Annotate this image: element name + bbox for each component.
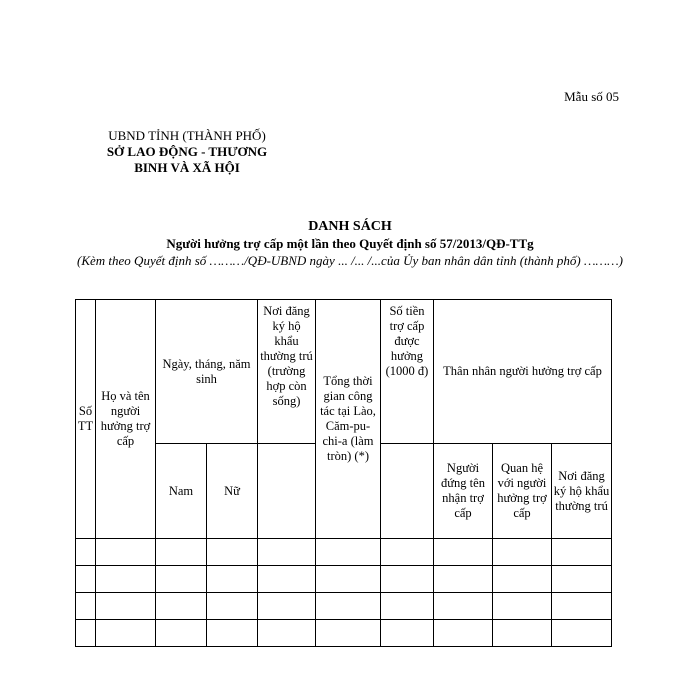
table-cell: [381, 593, 434, 620]
table-cell: [76, 593, 96, 620]
table-cell: [381, 566, 434, 593]
header-stt: Số TT: [76, 300, 96, 539]
header-residence: Nơi đăng ký hộ khẩu thường trú (trường hợp còn sống): [258, 300, 316, 444]
header-dob-female: Nữ: [207, 444, 258, 539]
issuing-agency: [82, 128, 292, 176]
header-relatives: Thân nhân người hưởng trợ cấp: [434, 300, 612, 444]
header-rel-residence: Nơi đăng ký hộ khẩu thường trú: [552, 444, 612, 539]
table-cell: [493, 620, 552, 647]
table-cell: [552, 566, 612, 593]
table-cell: [207, 620, 258, 647]
form-code: Mẫu số 05: [564, 89, 619, 104]
table-cell: [76, 566, 96, 593]
table-cell: [96, 566, 156, 593]
agency-line-3: BINH VÀ XÃ HỘI: [134, 160, 240, 175]
header-rel-receiver: Người đứng tên nhận trợ cấp: [434, 444, 493, 539]
table-cell: [96, 539, 156, 566]
table-cell: [493, 566, 552, 593]
table-cell: [258, 620, 316, 647]
header-dob: Ngày, tháng, năm sinh: [156, 300, 258, 444]
header-residence-blank: [258, 444, 316, 539]
recipient-list-table: [75, 299, 612, 647]
table-cell: [552, 593, 612, 620]
table-cell: [258, 539, 316, 566]
table-cell: [434, 539, 493, 566]
table-cell: [434, 566, 493, 593]
table-cell: [381, 539, 434, 566]
header-dob-male: Nam: [156, 444, 207, 539]
document-note: (Kèm theo Quyết định số ………/QĐ-UBND ngày ... /... /...của Ủy ban nhân dân tỉnh (thành phố) ………): [77, 253, 623, 268]
header-rel-relation: Quan hệ với người hưởng trợ cấp: [493, 444, 552, 539]
table-cell: [316, 539, 381, 566]
table-cell: [96, 620, 156, 647]
table-cell: [258, 566, 316, 593]
table-cell: [76, 620, 96, 647]
table-cell: [207, 539, 258, 566]
header-name: Họ và tên người hưởng trợ cấp: [96, 300, 156, 539]
table-row: [76, 566, 612, 593]
table-cell: [381, 620, 434, 647]
table-cell: [207, 566, 258, 593]
table-cell: [76, 539, 96, 566]
document-subtitle: Người hưởng trợ cấp một lần theo Quyết định số 57/2013/QĐ-TTg: [166, 236, 534, 251]
table-row: [76, 593, 612, 620]
table-cell: [434, 620, 493, 647]
table-cell: [316, 620, 381, 647]
table-cell: [316, 593, 381, 620]
table-row: [76, 620, 612, 647]
table-cell: [258, 593, 316, 620]
document-title: DANH SÁCH: [308, 219, 392, 234]
table-body: [76, 539, 612, 647]
header-amount-blank: [381, 444, 434, 539]
table-cell: [156, 539, 207, 566]
table-cell: [96, 593, 156, 620]
document-title-block: [75, 218, 625, 269]
agency-line-1: UBND TỈNH (THÀNH PHỐ): [108, 128, 266, 143]
table-cell: [156, 593, 207, 620]
header-duration: Tổng thời gian công tác tại Lào, Căm-pu-chi-a (làm tròn) (*): [316, 300, 381, 539]
table-row: [76, 539, 612, 566]
table-cell: [156, 566, 207, 593]
header-amount: Số tiền trợ cấp được hưởng (1000 đ): [381, 300, 434, 444]
table-cell: [493, 593, 552, 620]
table-cell: [493, 539, 552, 566]
table-cell: [552, 539, 612, 566]
table-cell: [156, 620, 207, 647]
agency-line-2: SỞ LAO ĐỘNG - THƯƠNG: [106, 144, 268, 159]
table-cell: [207, 593, 258, 620]
table-cell: [316, 566, 381, 593]
table-cell: [552, 620, 612, 647]
table-cell: [434, 593, 493, 620]
